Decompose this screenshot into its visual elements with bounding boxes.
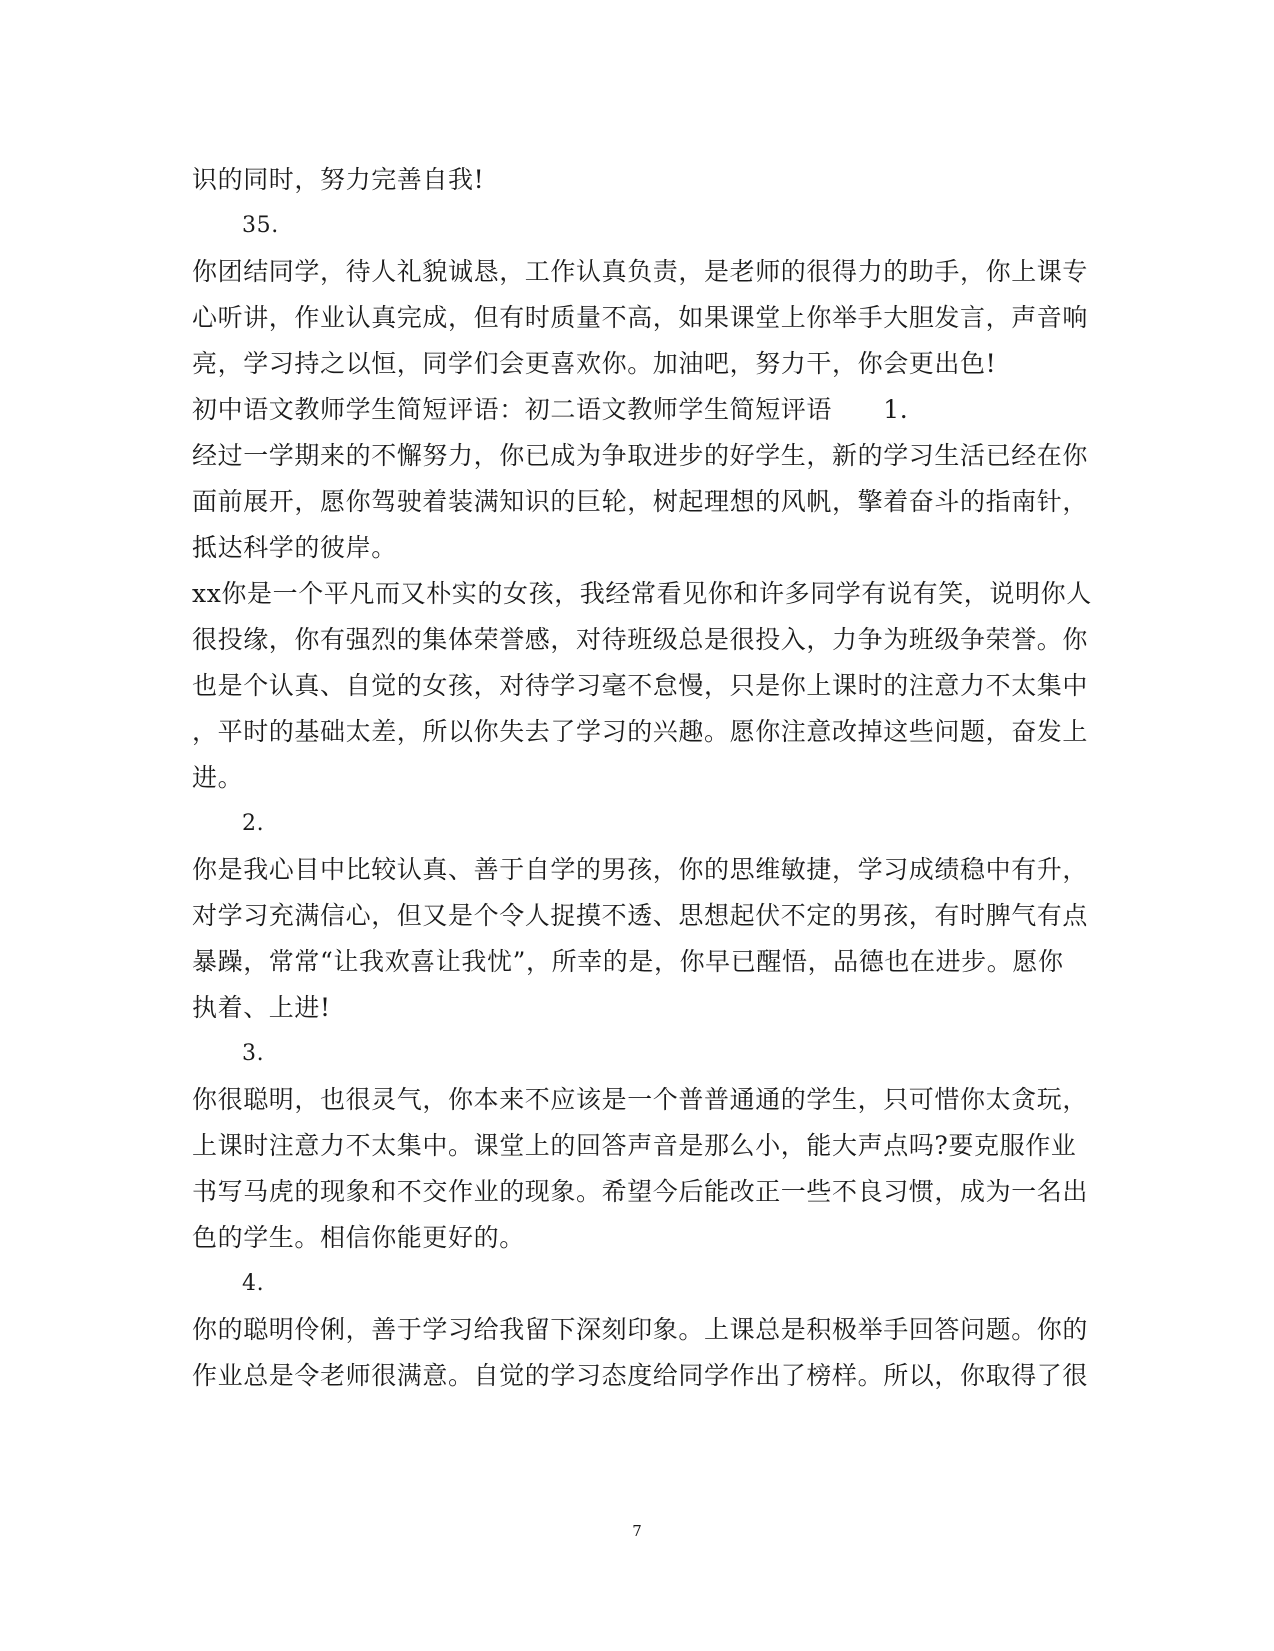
text-line: 你很聪明，也很灵气，你本来不应该是一个普普通通的学生，只可惜你太贪玩， [192,1085,1089,1114]
text-line: 识的同时，努力完善自我! [192,165,485,194]
text-line: xx你是一个平凡而又朴实的女孩，我经常看见你和许多同学有说有笑，说明你人 [192,579,1092,608]
text-line: 上课时注意力不太集中。课堂上的回答声音是那么小，能大声点吗?要克服作业 [192,1131,1077,1160]
text-line: 书写马虎的现象和不交作业的现象。希望今后能改正一些不良习惯，成为一名出 [192,1177,1089,1206]
text-line: 也是个认真、自觉的女孩，对待学习毫不怠慢，只是你上课时的注意力不太集中 [192,671,1089,700]
text-line: 经过一学期来的不懈努力，你已成为争取进步的好学生，新的学习生活已经在你 [192,441,1089,470]
text-line: 你的聪明伶俐，善于学习给我留下深刻印象。上课总是积极举手回答问题。你的 [192,1315,1089,1344]
text-line: 对学习充满信心，但又是个令人捉摸不透、思想起伏不定的男孩，有时脾气有点 [192,901,1089,930]
text-line: 暴躁，常常“让我欢喜让我忧”，所幸的是，你早已醒悟，品德也在进步。愿你 [192,947,1064,976]
page-number: 7 [632,1522,642,1540]
text-line: 作业总是令老师很满意。自觉的学习态度给同学作出了榜样。所以，你取得了很 [192,1361,1089,1390]
text-line: 抵达科学的彼岸。 [192,533,397,562]
text-line: 色的学生。相信你能更好的。 [192,1223,525,1252]
text-line: 你团结同学，待人礼貌诚恳，工作认真负责，是老师的很得力的助手，你上课专 [192,257,1089,286]
text-line: 执着、上进! [192,993,331,1022]
section-heading: 初中语文教师学生简短评语：初二语文教师学生简短评语 1. [192,395,909,424]
text-line: ，平时的基础太差，所以你失去了学习的兴趣。愿你注意改掉这些问题，奋发上 [192,717,1089,746]
item-number: 3. [242,1041,265,1066]
text-line: 很投缘，你有强烈的集体荣誉感，对待班级总是很投入，力争为班级争荣誉。你 [192,625,1089,654]
text-line: 亮，学习持之以恒，同学们会更喜欢你。加油吧，努力干，你会更出色! [192,349,997,378]
item-number: 35. [242,213,279,238]
item-number: 4. [242,1271,265,1296]
text-line: 你是我心目中比较认真、善于自学的男孩，你的思维敏捷，学习成绩稳中有升， [192,855,1089,884]
item-number: 2. [242,811,265,836]
text-line: 面前展开，愿你驾驶着装满知识的巨轮，树起理想的风帆，擎着奋斗的指南针， [192,487,1089,516]
text-line: 进。 [192,763,244,792]
text-line: 心听讲，作业认真完成，但有时质量不高，如果课堂上你举手大胆发言，声音响 [192,303,1089,332]
